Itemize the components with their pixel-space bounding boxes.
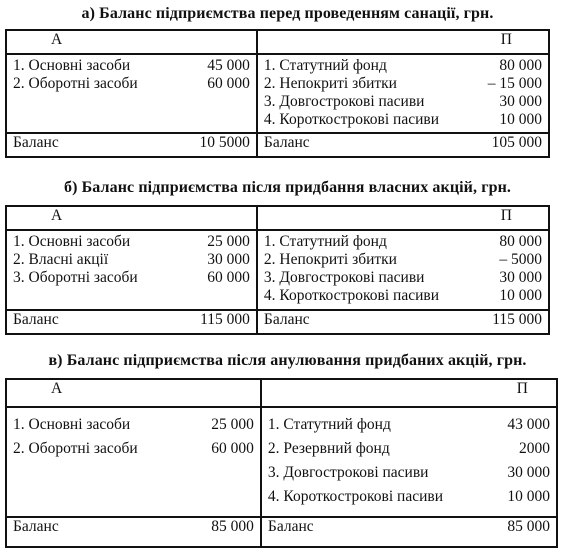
assets-header: А [6, 206, 257, 230]
liabilities-total-row: Баланс 105 000 [257, 133, 549, 157]
list-item: 2. Непокриті збитки – 5000 [263, 251, 542, 268]
list-item: 2. Оборотні засоби 60 000 [13, 440, 254, 457]
assets-total-row: Баланс 10 5000 [6, 133, 257, 157]
list-item: 3. Оборотні засоби 60 000 [13, 269, 250, 286]
balance-table-a [5, 29, 550, 158]
assets-total-row: Баланс 115 000 [6, 310, 257, 334]
list-item: 1. Основні засоби 45 000 [13, 57, 250, 74]
list-item: 2. Резервний фонд 2000 [267, 440, 550, 457]
liabilities-list [261, 407, 557, 517]
list-item: 2. Власні акції 30 000 [13, 251, 250, 268]
liabilities-list [257, 54, 549, 133]
list-item: 4. Короткострокові пасиви 10 000 [263, 287, 542, 304]
list-item: 1. Основні засоби 25 000 [13, 233, 250, 250]
list-item: 4. Короткострокові пасиви 10 000 [267, 488, 550, 505]
list-item: 1. Статутний фонд 80 000 [263, 57, 542, 74]
list-item: 2. Оборотні засоби 60 000 [13, 75, 250, 92]
assets-total-row: Баланс 85 000 [6, 517, 261, 547]
liabilities-header: П [257, 30, 549, 54]
balance-table-c [5, 378, 558, 548]
liabilities-list [257, 230, 549, 310]
assets-list [6, 407, 261, 517]
liabilities-header: П [261, 379, 557, 407]
section-a-title: а) Баланс підприємства перед проведенням санації, грн. [81, 5, 494, 22]
assets-header: А [6, 30, 257, 54]
list-item: 1. Статутний фонд 80 000 [263, 233, 542, 250]
list-item: 3. Довгострокові пасиви 30 000 [263, 269, 542, 286]
balance-table-b [5, 205, 550, 335]
assets-list [6, 54, 257, 133]
liabilities-header: П [257, 206, 549, 230]
liabilities-total-row: Баланс 115 000 [257, 310, 549, 334]
assets-list [6, 230, 257, 310]
list-item: 3. Довгострокові пасиви 30 000 [263, 93, 542, 110]
section-b-title: б) Баланс підприємства після придбання власних акцій, грн. [63, 179, 511, 196]
section-c-title: в) Баланс підприємства після анулювання придбаних акцій, грн. [48, 352, 527, 369]
list-item: 1. Статутний фонд 43 000 [267, 416, 550, 433]
list-item: 1. Основні засоби 25 000 [13, 416, 254, 433]
list-item: 4. Короткострокові пасиви 10 000 [263, 111, 542, 128]
list-item: 3. Довгострокові пасиви 30 000 [267, 464, 550, 481]
assets-header: А [6, 379, 261, 407]
list-item: 2. Непокриті збитки – 15 000 [263, 75, 542, 92]
liabilities-total-row: Баланс 85 000 [261, 517, 557, 547]
